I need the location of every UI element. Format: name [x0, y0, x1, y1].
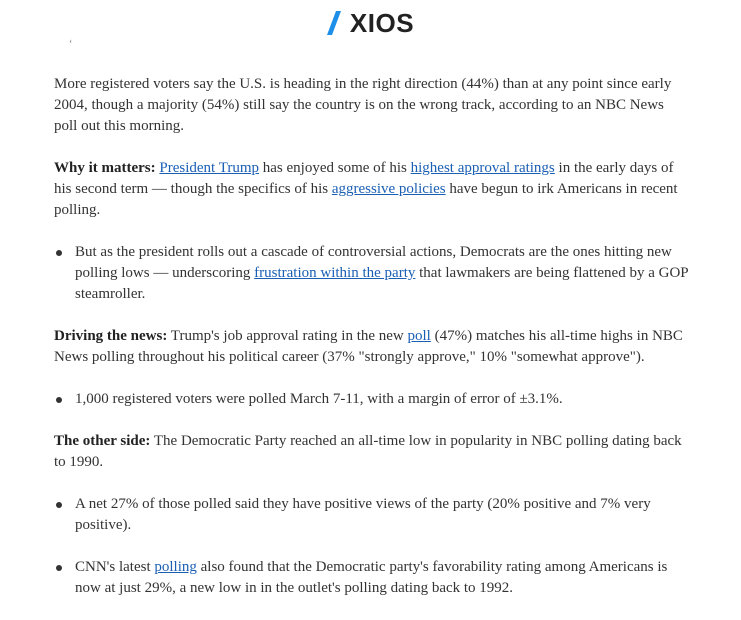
cnn-text-2: also found that the Democratic party's favorability rating among Americans is now at just 29%, a new low in in the outlet's polling dating back to 1992. [75, 559, 668, 596]
poll-methodology-text: 1,000 registered voters were polled March 7-11, with a margin of error of ±3.1%. [75, 391, 563, 407]
bullet-list-4 [54, 557, 690, 599]
bullet-list-3 [54, 494, 690, 536]
president-trump-link[interactable]: President Trump [159, 160, 259, 176]
bullet-text-1: But as the president rolls out a cascade of controversial actions, Democrats are the ones hitting new polling lows — underscoring [75, 244, 672, 281]
highest-approval-ratings-link[interactable]: highest approval ratings [410, 160, 555, 176]
other-side-text: The Democratic Party reached an all-time low in popularity in NBC polling dating back to 1990. [54, 433, 682, 470]
intro-text: More registered voters say the U.S. is heading in the right direction (44%) than at any point since early 2004, though a majority (54%) still say the country is on the wrong track, according to an NBC News poll out this morning. [54, 76, 672, 134]
poll-link[interactable]: poll [407, 328, 431, 344]
other-side-paragraph [54, 431, 690, 473]
why-it-matters-label: Why it matters: [54, 160, 156, 176]
why-it-matters-text-1: has enjoyed some of his [259, 160, 411, 176]
axios-logo-text: XIOS [349, 7, 415, 38]
list-item [54, 494, 690, 536]
why-it-matters-paragraph [54, 158, 690, 221]
list-item [54, 389, 690, 410]
site-header [0, 0, 741, 44]
frustration-within-party-link[interactable]: frustration within the party [254, 265, 416, 281]
list-item [54, 557, 690, 599]
other-side-label: The other side: [54, 433, 151, 449]
axios-logo-mark-icon [327, 11, 349, 35]
intro-paragraph [54, 74, 690, 137]
driving-news-text-2: (47%) matches his all-time highs in NBC News polling throughout his political career (37% "strongly approve," 10% "somewhat approve"). [54, 328, 683, 365]
driving-the-news-paragraph [54, 326, 690, 368]
bullet-text-2: that lawmakers are being flattened by a GOP steamroller. [75, 265, 689, 302]
driving-the-news-label: Driving the news: [54, 328, 168, 344]
article-body [54, 74, 690, 620]
polling-link[interactable]: polling [154, 559, 197, 575]
bullet-list-2 [54, 389, 690, 410]
why-it-matters-text-3: have begun to irk Americans in recent polling. [54, 181, 678, 218]
bullet-list-1 [54, 242, 690, 305]
why-it-matters-text-2: in the early days of his second term — though the specifics of his [54, 160, 674, 197]
cnn-text-1: CNN's latest [75, 559, 155, 575]
axios-logo[interactable] [327, 7, 415, 38]
aggressive-policies-link[interactable]: aggressive policies [331, 181, 446, 197]
list-item [54, 242, 690, 305]
cropped-text-fragment: ‘ [69, 39, 73, 50]
driving-news-text-1: Trump's job approval rating in the new [167, 328, 408, 344]
net-positive-text: A net 27% of those polled said they have positive views of the party (20% positive and 7% very positive). [75, 496, 651, 533]
